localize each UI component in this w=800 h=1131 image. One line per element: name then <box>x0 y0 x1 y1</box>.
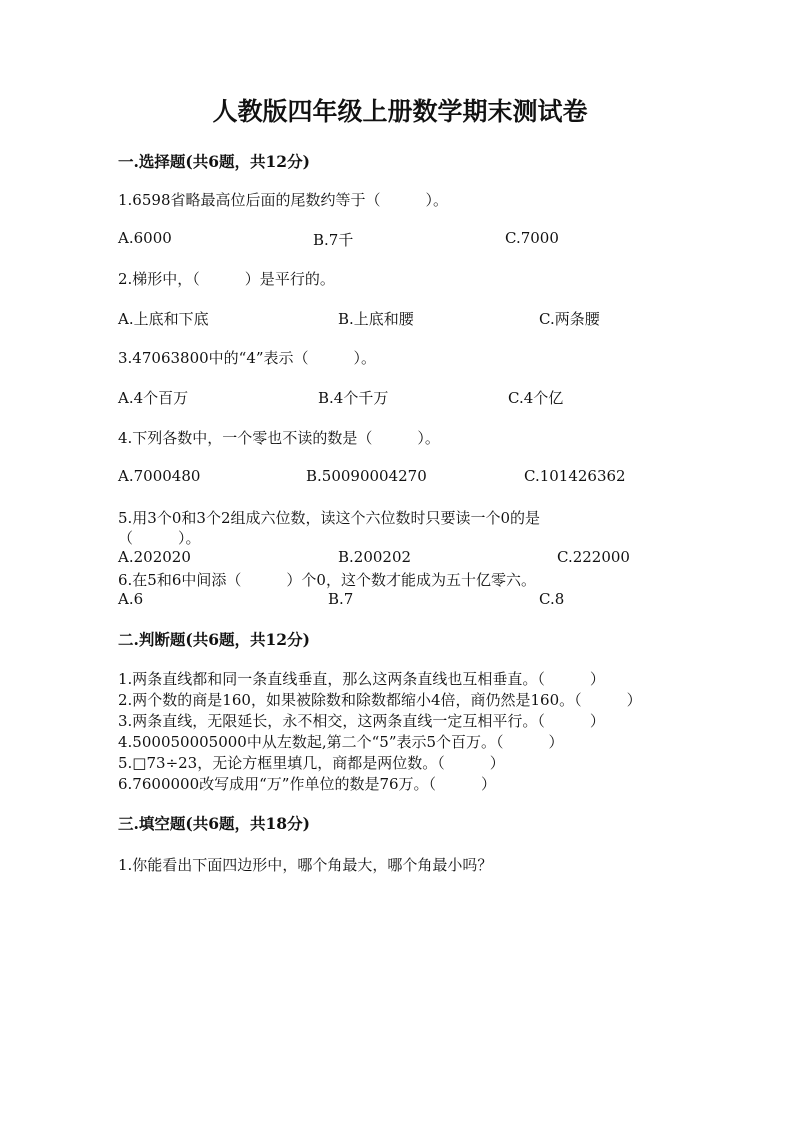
choice-3-option-a: A.4个百万 <box>118 389 189 407</box>
choice-2-option-a: A.上底和下底 <box>118 310 209 328</box>
choice-6-option-b: B.7 <box>328 590 354 608</box>
choice-question-2: 2.梯形中，（ ）是平行的。 <box>118 270 335 288</box>
choice-question-6: 6.在5和6中间添（ ）个0，这个数才能成为五十亿零六。 <box>118 571 536 589</box>
section-heading-fill-in: 三.填空题(共6题，共18分) <box>118 814 310 833</box>
choice-2-option-c: C.两条腰 <box>539 310 600 328</box>
choice-5-option-a: A.202020 <box>118 548 191 566</box>
choice-4-option-c: C.101426362 <box>524 467 626 485</box>
page-title: 人教版四年级上册数学期末测试卷 <box>212 97 588 126</box>
section-heading-judgment: 二.判断题(共6题，共12分) <box>118 630 310 649</box>
judgment-question-1: 1.两条直线都和同一条直线垂直，那么这两条直线也互相垂直。（ ） <box>118 670 605 688</box>
choice-3-option-c: C.4个亿 <box>508 389 564 407</box>
judgment-question-5: 5.□73÷23，无论方框里填几，商都是两位数。（ ） <box>118 754 505 772</box>
judgment-question-3: 3.两条直线，无限延长，永不相交，这两条直线一定互相平行。（ ） <box>118 712 605 730</box>
choice-5-option-b: B.200202 <box>338 548 412 566</box>
choice-2-option-b: B.上底和腰 <box>338 310 414 328</box>
choice-question-4: 4.下列各数中，一个零也不读的数是（ ）。 <box>118 429 440 447</box>
choice-question-1: 1.6598省略最高位后面的尾数约等于（ ）。 <box>118 191 448 209</box>
choice-3-option-b: B.4个千万 <box>318 389 389 407</box>
judgment-question-2: 2.两个数的商是160，如果被除数和除数都缩小4倍，商仍然是160。（ ） <box>118 691 642 709</box>
judgment-question-6: 6.7600000改写成用“万”作单位的数是76万。（ ） <box>118 775 497 793</box>
choice-6-option-a: A.6 <box>118 590 144 608</box>
choice-6-option-c: C.8 <box>539 590 565 608</box>
choice-question-5-blank: （ ）。 <box>118 529 201 547</box>
choice-question-5: 5.用3个0和3个2组成六位数，读这个六位数时只要读一个0的是 <box>118 509 541 527</box>
choice-1-option-b: B.7千 <box>313 231 354 249</box>
choice-question-3: 3.47063800中的“4”表示（ ）。 <box>118 349 377 367</box>
fill-in-question-1: 1.你能看出下面四边形中，哪个角最大，哪个角最小吗？ <box>118 856 493 874</box>
choice-1-option-a: A.6000 <box>118 229 172 247</box>
choice-1-option-c: C.7000 <box>505 229 559 247</box>
choice-4-option-b: B.50090004270 <box>306 467 427 485</box>
judgment-question-4: 4.500050005000中从左数起,第二个“5”表示5个百万。（ ） <box>118 733 564 751</box>
choice-5-option-c: C.222000 <box>557 548 630 566</box>
choice-4-option-a: A.7000480 <box>118 467 201 485</box>
section-heading-choice: 一.选择题(共6题，共12分) <box>118 152 310 171</box>
